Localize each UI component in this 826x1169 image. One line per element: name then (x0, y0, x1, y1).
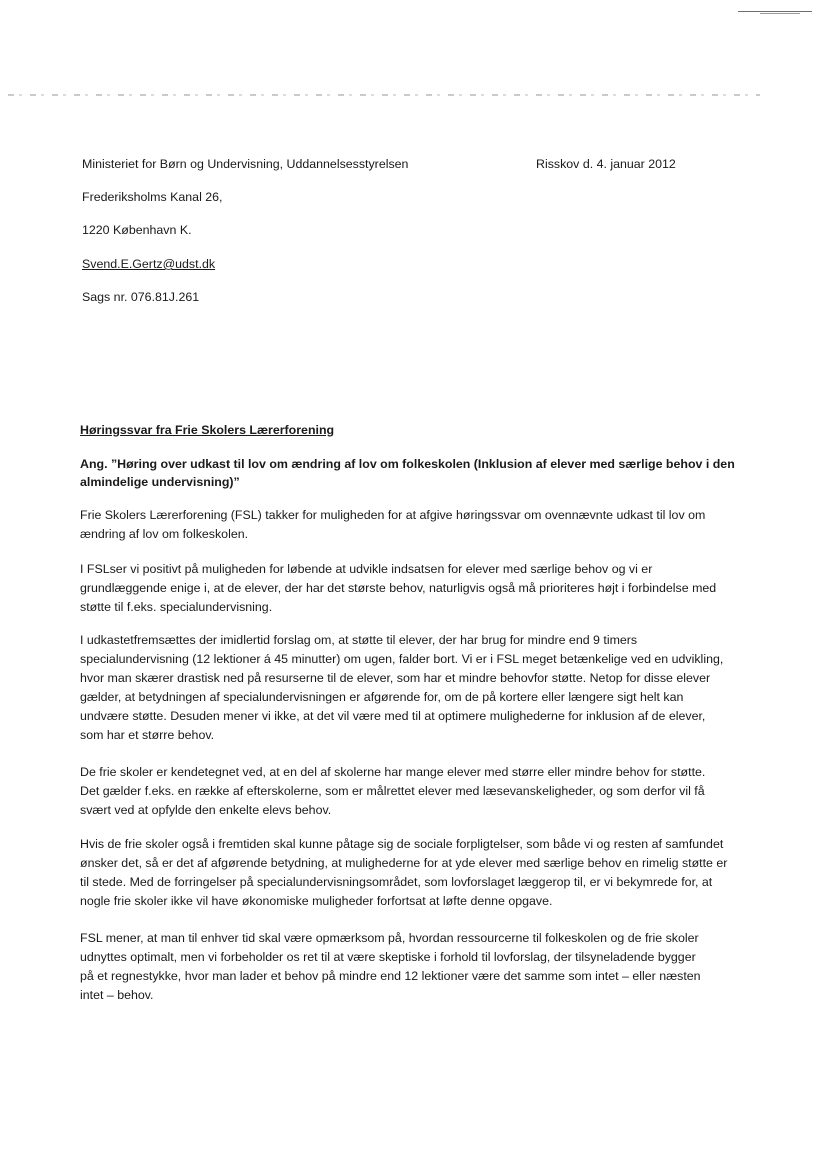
body-paragraph-3: I udkastetfremsættes der imidlertid forslag om, at støtte til elever, der har brug for mindre end 9 timers specialundervisning (12 lektioner á 45 minutter) om ugen, falder bort. Vi er i FSL meget betænkelige ved en udvikling, hvor man skærer drastisk ned på resurserne til de elever, som har et mindre behovfor støtte. Netop for disse elever gælder, at betydningen af specialundervisningen er afgørende for, om de på kortere eller længere sigt helt kan undvære støtte. Desuden mener vi ikke, at det vil være med til at optimere mulighederne for inklusion af de elever, som har et større behov. (80, 633, 724, 742)
body-paragraph-6: FSL mener, at man til enhver tid skal være opmærksom på, hvordan ressourcerne til folkeskolen og de frie skoler udnyttes optimalt, men vi forbeholder os ret til at være skeptiske i forhold til lovforslag, der tilsyneladende bygger på et regnestykke, hvor man lader et behov på mindre end 12 lektioner være det samme som intet – eller næsten intet – behov. (80, 931, 701, 1002)
recipient-city: 1220 København K. (82, 223, 192, 237)
scan-artifact-line (738, 11, 812, 12)
recipient-email-link[interactable]: Svend.E.Gertz@udst.dk (82, 257, 216, 271)
body-paragraph-2: I FSLser vi positivt på muligheden for løbende at udvikle indsatsen for elever med særlige behov og vi er grundlæggende enige i, at de elever, der har det største behov, naturligvis også må prioriteres højt i forbindelse med støtte til f.eks. specialundervisning. (80, 562, 717, 614)
scan-artifact-dots (8, 94, 760, 96)
body-paragraph-1: Frie Skolers Lærerforening (FSL) takker for muligheden for at afgive høringssvar om ovennævnte udkast til lov om ændring af lov om folkeskolen. (80, 508, 706, 541)
recipient-street: Frederiksholms Kanal 26, (82, 190, 223, 204)
body-paragraph-5: Hvis de frie skoler også i fremtiden skal kunne påtage sig de sociale forpligtelser, som både vi og resten af samfundet ønsker det, så er det af afgørende betydning, at mulighederne for at yde elever med særlige behov en rimelig støtte er til stede. Med de forringelser på specialundervisningsområdet, som lovforslaget læggerop til, er vi bekymrede for, at nogle frie skoler ikke vil have økonomiske muligheder forfortsat at løfte denne opgave. (80, 837, 728, 908)
letter-date: Risskov d. 4. januar 2012 (536, 157, 676, 171)
recipient-ministry: Ministeriet for Børn og Undervisning, Uddannelsesstyrelsen (82, 157, 409, 171)
letter-heading: Høringssvar fra Frie Skolers Lærerforening (80, 423, 335, 437)
case-number: Sags nr. 076.81J.261 (82, 290, 200, 304)
scan-artifact-line (760, 13, 800, 14)
subject-line: Ang. ”Høring over udkast til lov om ændring af lov om folkeskolen (Inklusion af elever med særlige behov i den almindelige undervisning)” (80, 457, 735, 489)
body-paragraph-4: De frie skoler er kendetegnet ved, at en del af skolerne har mange elever med større eller mindre behov for støtte. Det gælder f.eks. en række af efterskolerne, som er målrettet elever med læsevanskeligheder, og som derfor vil få svært ved at opfylde den enkelte elevs behov. (80, 765, 706, 817)
